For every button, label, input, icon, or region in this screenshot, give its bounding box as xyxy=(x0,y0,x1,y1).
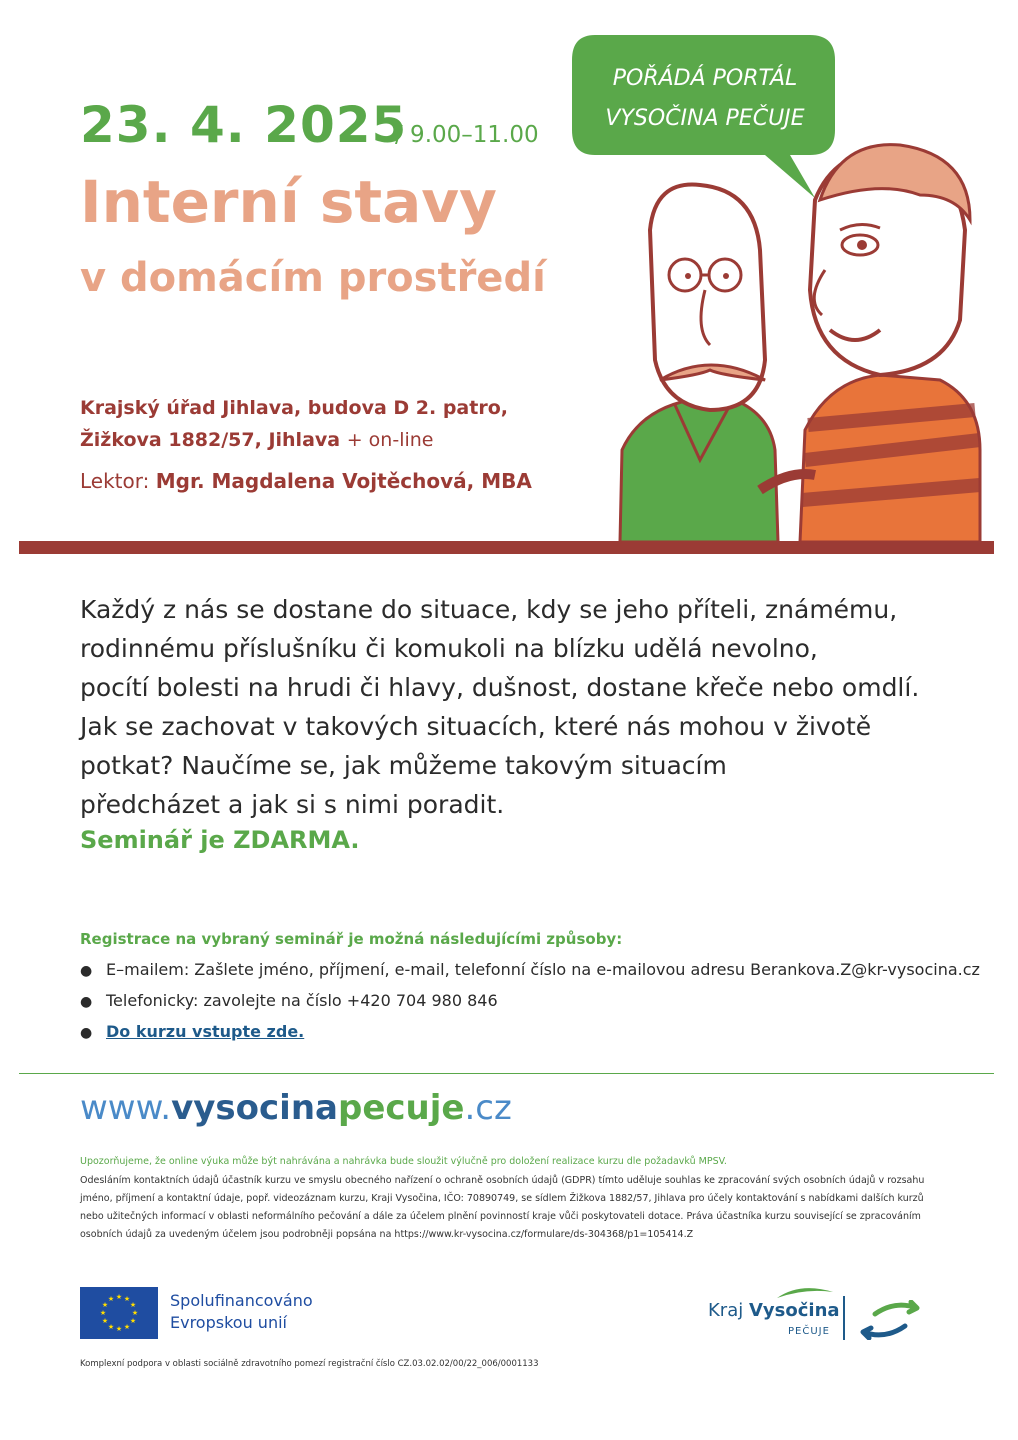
url-vysocina: vysocina xyxy=(171,1088,338,1128)
event-title-line2: v domácím prostředí xyxy=(80,255,546,301)
bullet-icon: ● xyxy=(80,994,93,1010)
svg-text:★: ★ xyxy=(123,1323,131,1331)
registration-title: Registrace na vybraný seminář je možná následujícími způsoby: xyxy=(80,930,623,948)
pecuje-word: PEČUJE xyxy=(788,1326,830,1337)
gdpr-text xyxy=(80,1172,950,1244)
venue-line2: Žižkova 1882/57, Jihlava xyxy=(80,429,341,451)
speech-line2: VYSOČINA PEČUJE xyxy=(605,106,805,131)
course-link[interactable]: Do kurzu vstupte zde. xyxy=(106,1022,305,1041)
logo-separator xyxy=(843,1296,845,1340)
url-cz: .cz xyxy=(464,1088,512,1128)
svg-text:★: ★ xyxy=(131,1309,139,1317)
desc-line: potkat? Naučíme se, jak můžeme takovým situacím xyxy=(80,751,727,780)
venue-line1: Krajský úřad Jihlava, budova D 2. patro, xyxy=(80,397,508,419)
url-www: www. xyxy=(80,1088,172,1128)
gdpr-line: jméno, příjmení a kontaktní údaje, popř. videozáznam kurzu, Kraji Vysočina, IČO: 70890749, se sídlem Žižkova 1882/57, Jihlava pro účely kontaktování s nabídkami dalších kurzů xyxy=(80,1193,924,1204)
eu-line2: Evropskou unií xyxy=(170,1313,287,1332)
lector-label: Lektor: xyxy=(80,469,150,493)
kraj-vysocina-logo xyxy=(708,1300,840,1337)
kraj-swoosh-icon xyxy=(775,1284,835,1300)
website-url[interactable] xyxy=(80,1088,512,1128)
vysocina-word: Vysočina xyxy=(748,1300,840,1321)
svg-text:★: ★ xyxy=(101,1301,109,1309)
event-description xyxy=(80,590,960,824)
eu-flag-icon xyxy=(80,1287,158,1339)
gdpr-line: Odesláním kontaktních údajů účastník kurzu ve smyslu obecného nařízení o ochraně osobních údajů (GDPR) tímto uděluje souhlas ke zpracování svých osobních údajů v rozsahu xyxy=(80,1175,925,1186)
header-divider-bar xyxy=(19,541,994,554)
venue-online: + on-line xyxy=(346,429,434,451)
registration-phone: Telefonicky: zavolejte na číslo +420 704 980 846 xyxy=(106,991,498,1010)
venue-address xyxy=(80,392,508,456)
lector xyxy=(80,469,532,493)
svg-text:★: ★ xyxy=(123,1295,131,1303)
list-item xyxy=(80,989,980,1020)
desc-line: pocítí bolesti na hrudi či hlavy, dušnost, dostane křeče nebo omdlí. xyxy=(80,673,920,702)
desc-line: rodinnému příslušníku či komukoli na blízku udělá nevolno, xyxy=(80,634,818,663)
svg-text:★: ★ xyxy=(129,1317,137,1325)
younger-man-figure xyxy=(760,145,980,542)
svg-text:★: ★ xyxy=(129,1301,137,1309)
event-time: / 9.00–11.00 xyxy=(395,122,539,148)
hands-arrows-icon xyxy=(855,1300,925,1340)
recording-notice: Upozorňujeme, že online výuka může být nahrávána a nahrávka bude sloužit výlučně pro doložení realizace kurzu dle požadavků MPSV. xyxy=(80,1156,727,1167)
gdpr-line: nebo užitečných informací v oblasti neformálního pečování a dále za účelem plnění povinností kraje vůči poskytovateli dotace. Práva účastníka kurzu související se zpracováním xyxy=(80,1211,921,1222)
registration-list xyxy=(80,958,980,1051)
registration-footer: Komplexní podpora v oblasti sociálně zdravotního pomezí registrační číslo CZ.03.02.02/00/22_006/0001133 xyxy=(80,1359,539,1369)
desc-line: Jak se zachovat v takových situacích, které nás mohou v životě xyxy=(80,712,872,741)
svg-text:★: ★ xyxy=(115,1325,123,1333)
speech-bubble xyxy=(572,35,835,198)
svg-text:★: ★ xyxy=(107,1295,115,1303)
gdpr-line: osobních údajů za uvedeným účelem jsou podrobněji popsána na https://www.kr-vysocina.cz/formulare/ds-304368/p1=105414.Z xyxy=(80,1229,694,1240)
svg-text:★: ★ xyxy=(101,1317,109,1325)
registration-email: E–mailem: Zašlete jméno, příjmení, e-mail, telefonní číslo na e-mailovou adresu Berankova.Z@kr-vysocina.cz xyxy=(106,960,980,979)
svg-text:★: ★ xyxy=(115,1293,123,1301)
svg-text:★: ★ xyxy=(99,1309,107,1317)
desc-line: Každý z nás se dostane do situace, kdy se jeho příteli, známému, xyxy=(80,595,898,624)
bullet-icon: ● xyxy=(80,1025,93,1041)
bullet-icon: ● xyxy=(80,963,93,979)
eu-line1: Spolufinancováno xyxy=(170,1291,313,1310)
url-pecuje: pecuje xyxy=(338,1088,465,1128)
kraj-word: Kraj xyxy=(708,1300,744,1321)
eu-cofinanced-text xyxy=(170,1290,313,1334)
desc-line: předcházet a jak si s nimi poradit. xyxy=(80,790,505,819)
lector-name: Mgr. Magdalena Vojtěchová, MBA xyxy=(155,469,532,493)
list-item xyxy=(80,958,980,989)
svg-text:★: ★ xyxy=(107,1323,115,1331)
free-seminar-note: Seminář je ZDARMA. xyxy=(80,826,360,854)
section-divider xyxy=(19,1073,994,1074)
illustration xyxy=(560,30,990,542)
older-man-figure xyxy=(620,185,778,542)
speech-line1: POŘÁDÁ PORTÁL xyxy=(612,66,798,91)
event-title-line1: Interní stavy xyxy=(80,168,497,236)
event-date: 23. 4. 2025 xyxy=(80,96,408,154)
list-item xyxy=(80,1020,980,1051)
